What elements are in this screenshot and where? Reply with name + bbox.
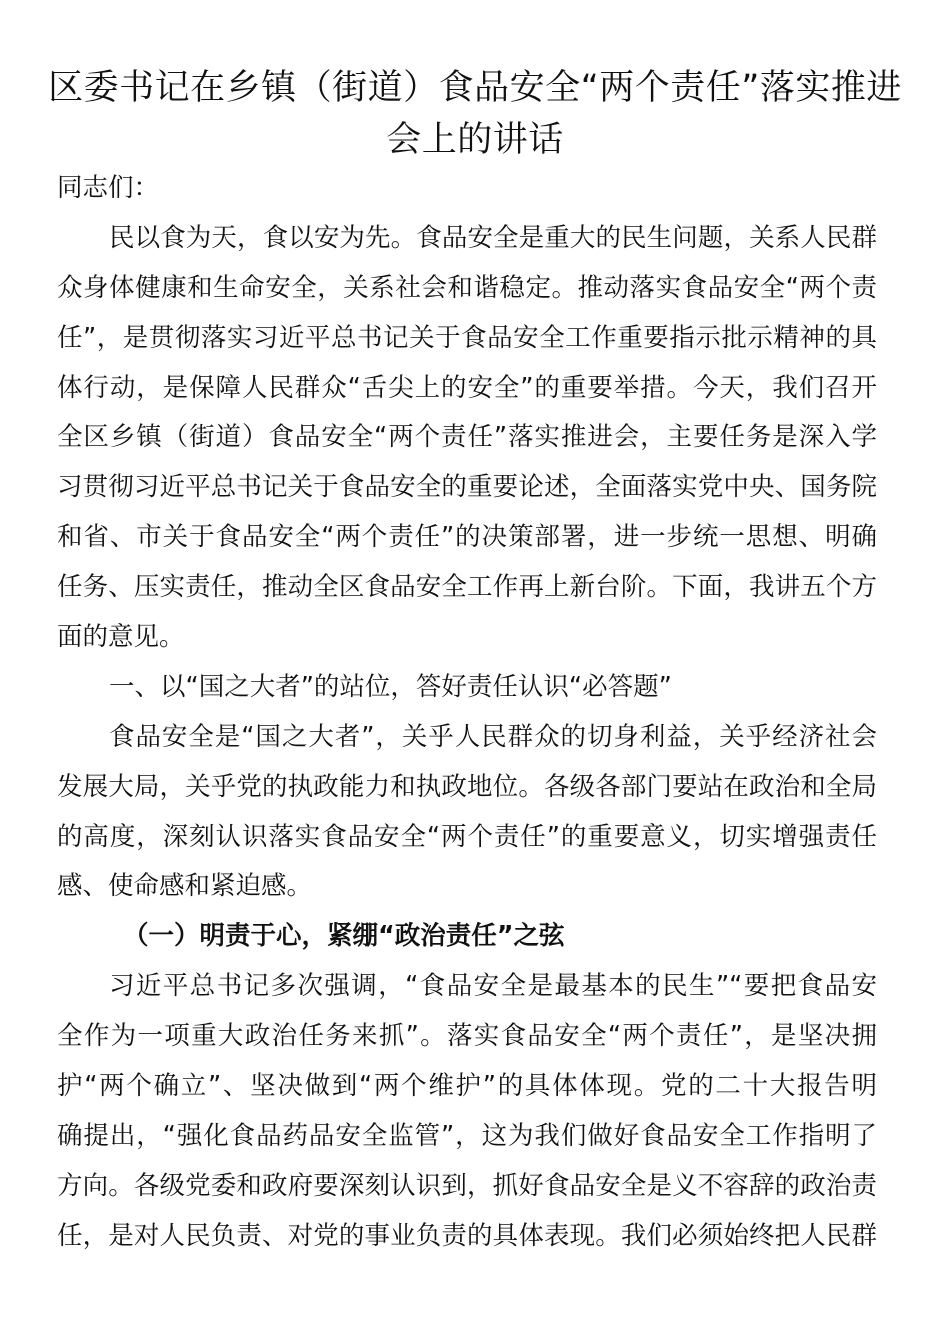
paragraph-line: 发展大局，关乎党的执政能力和执政地位。各级各部门要站在政治和全局 (57, 771, 877, 802)
subsection-heading: （一）明责于心，紧绷“政治责任”之弦 (123, 921, 565, 952)
paragraph-line: 确提出，“强化食品药品安全监管”，这为我们做好食品安全工作指明了 (57, 1120, 877, 1151)
paragraph-line: 全作为一项重大政治任务来抓”。落实食品安全“两个责任”，是坚决拥 (57, 1021, 877, 1052)
paragraph-line: 任”，是贯彻落实习近平总书记关于食品安全工作重要指示批示精神的具 (57, 322, 877, 353)
paragraph-line: 众身体健康和生命安全，关系社会和谐稳定。推动落实食品安全“两个责 (57, 272, 877, 303)
document-title: 区委书记在乡镇（街道）食品安全“两个责任”落实推进会上的讲话 (48, 68, 902, 160)
paragraph-line: 习近平总书记多次强调，“食品安全是最基本的民生”“要把食品安 (109, 971, 877, 1002)
document-body (57, 164, 877, 1262)
paragraph-line: 的高度，深刻认识落实食品安全“两个责任”的重要意义，切实增强责任 (57, 821, 877, 852)
paragraph-line: 任，是对人民负责、对党的事业负责的具体表现。我们必须始终把人民群 (57, 1220, 877, 1251)
paragraph-line: 任务、压实责任，推动全区食品安全工作再上新台阶。下面，我讲五个方 (57, 572, 877, 603)
paragraph-line: 方向。各级党委和政府要深刻认识到，抓好食品安全是义不容辞的政治责 (57, 1170, 877, 1201)
paragraph-line: 和省、市关于食品安全“两个责任”的决策部署，进一步统一思想、明确 (57, 522, 877, 553)
paragraph-line: 体行动，是保障人民群众“舌尖上的安全”的重要举措。今天，我们召开 (57, 372, 877, 403)
paragraph-line: 面的意见。 (57, 622, 185, 653)
paragraph-line: 护“两个确立”、坚决做到“两个维护”的具体体现。党的二十大报告明 (57, 1071, 877, 1102)
paragraph-line: 习贯彻习近平总书记关于食品安全的重要论述，全面落实党中央、国务院 (57, 472, 877, 503)
section-heading: 一、以“国之大者”的站位，答好责任认识“必答题” (109, 671, 672, 702)
paragraph-line: 食品安全是“国之大者”，关乎人民群众的切身利益，关乎经济社会 (109, 721, 877, 752)
paragraph-line: 感、使命感和紧迫感。 (57, 871, 313, 902)
paragraph-line: 全区乡镇（街道）食品安全“两个责任”落实推进会，主要任务是深入学 (57, 422, 877, 453)
salutation: 同志们： (57, 173, 160, 203)
paragraph-line: 民以食为天，食以安为先。食品安全是重大的民生问题，关系人民群 (109, 222, 877, 253)
